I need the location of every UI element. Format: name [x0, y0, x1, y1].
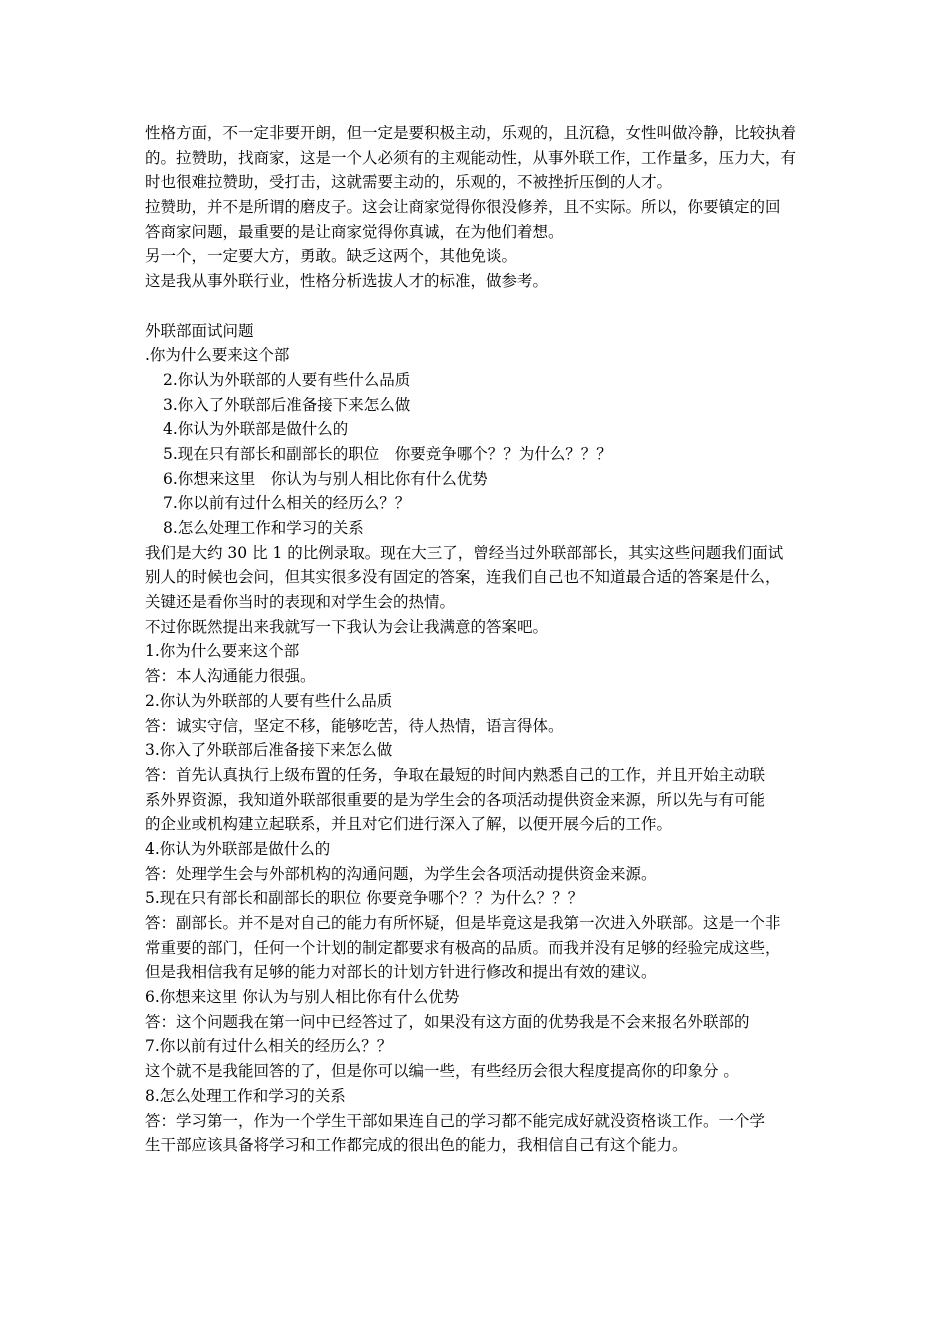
- question-item: 6.你想来这里 你认为与别人相比你有什么优势: [163, 469, 488, 488]
- answer-text: 这个就不是我能回答的了，但是你可以编一些，有些经历会很大程度提高你的印象分 。: [145, 1062, 739, 1081]
- question-item: 4.你认为外联部是做什么的: [163, 420, 349, 439]
- answer-text: 答：本人沟通能力很强。: [145, 667, 316, 686]
- text-line: 时也很难拉赞助，受打击，这就需要主动的，乐观的，不被挫折压倒的人才。: [145, 173, 673, 192]
- text-line: 我们是大约 30 比 1 的比例录取。现在大三了，曾经当过外联部部长，其实这些问题我们面试: [145, 543, 784, 562]
- question-heading: 2.你认为外联部的人要有些什么品质: [145, 691, 393, 710]
- question-item: 3.你入了外联部后准备接下来怎么做: [163, 395, 411, 414]
- question-item: 5.现在只有部长和副部长的职位 你要竞争哪个？？为什么？？？: [163, 444, 612, 463]
- question-item: 8.怎么处理工作和学习的关系: [163, 519, 364, 537]
- commentary-paragraph: [145, 541, 815, 640]
- answer-text: 答：这个问题我在第一问中已经答过了，如果没有这方面的优势我是不会来报名外联部的: [145, 1012, 750, 1031]
- question-heading: 3.你入了外联部后准备接下来怎么做: [145, 741, 393, 760]
- text-line: 的。拉赞助，找商家，这是一个人必须有的主观能动性，从事外联工作，工作量多，压力大，有: [145, 148, 797, 167]
- question-heading: 5.现在只有部长和副部长的职位 你要竞争哪个？？为什么？？？: [145, 889, 584, 908]
- question-list: [145, 343, 815, 541]
- question-heading: 4.你认为外联部是做什么的: [145, 839, 331, 858]
- answer-text: 答：首先认真执行上级布置的任务，争取在最短的时间内熟悉自己的工作，并且开始主动联: [145, 765, 766, 784]
- text-line: 这是我从事外联行业，性格分析选拔人才的标准，做参考。: [145, 272, 549, 291]
- intro-paragraph: [145, 121, 815, 294]
- blank-line: [145, 294, 815, 319]
- question-heading: 6.你想来这里 你认为与别人相比你有什么优势: [145, 988, 460, 1007]
- answer-text: 生干部应该具备将学习和工作都完成的很出色的能力，我相信自己有这个能力。: [145, 1136, 688, 1155]
- text-line: 另一个，一定要大方，勇敢。缺乏这两个，其他免谈。: [145, 247, 518, 266]
- section-title: 外联部面试问题: [145, 321, 254, 340]
- answer-text: 系外界资源，我知道外联部很重要的是为学生会的各项活动提供资金来源，所以先与有可能: [145, 790, 766, 809]
- text-line: 拉赞助，并不是所谓的磨皮子。这会让商家觉得你很没修养，且不实际。所以，你要镇定的回: [145, 198, 781, 217]
- document-page: [145, 121, 815, 1158]
- question-heading: 1.你为什么要来这个部: [145, 642, 300, 661]
- answer-text: 答：学习第一，作为一个学生干部如果连自己的学习都不能完成好就没资格谈工作。一个学: [145, 1111, 766, 1130]
- question-item: 7.你以前有过什么相关的经历么？？: [163, 494, 411, 513]
- answer-text: 答：处理学生会与外部机构的沟通问题，为学生会各项活动提供资金来源。: [145, 864, 657, 883]
- question-heading: 7.你以前有过什么相关的经历么？？: [145, 1037, 393, 1056]
- answer-text: 答：副部长。并不是对自己的能力有所怀疑，但是毕竟这是我第一次进入外联部。这是一个非: [145, 914, 781, 932]
- question-heading: 8.怎么处理工作和学习的关系: [145, 1086, 346, 1105]
- text-line: 别人的时候也会问，但其实很多没有固定的答案，连我们自己也不知道最合适的答案是什么，: [145, 568, 781, 587]
- answer-text: 但是我相信我有足够的能力对部长的计划方针进行修改和提出有效的建议。: [145, 963, 657, 982]
- answer-text: 的企业或机构建立起联系，并且对它们进行深入了解，以便开展今后的工作。: [145, 815, 673, 834]
- answer-text: 常重要的部门，任何一个计划的制定都要求有极高的品质。而我并没有足够的经验完成这些，: [145, 938, 781, 957]
- answer-text: 答：诚实守信，坚定不移，能够吃苦，待人热情，语言得体。: [145, 716, 564, 735]
- text-line: 不过你既然提出来我就写一下我认为会让我满意的答案吧。: [145, 617, 549, 636]
- question-item: .你为什么要来这个部: [145, 346, 290, 365]
- text-line: 性格方面，不一定非要开朗，但一定是要积极主动，乐观的，且沉稳，女性叫做冷静，比较执着: [145, 124, 797, 142]
- text-line: 关键还是看你当时的表现和对学生会的热情。: [145, 593, 456, 612]
- answer-section: [145, 639, 815, 1157]
- question-item: 2.你认为外联部的人要有些什么品质: [163, 370, 411, 389]
- text-line: 答商家问题，最重要的是让商家觉得你真诚，在为他们着想。: [145, 222, 564, 241]
